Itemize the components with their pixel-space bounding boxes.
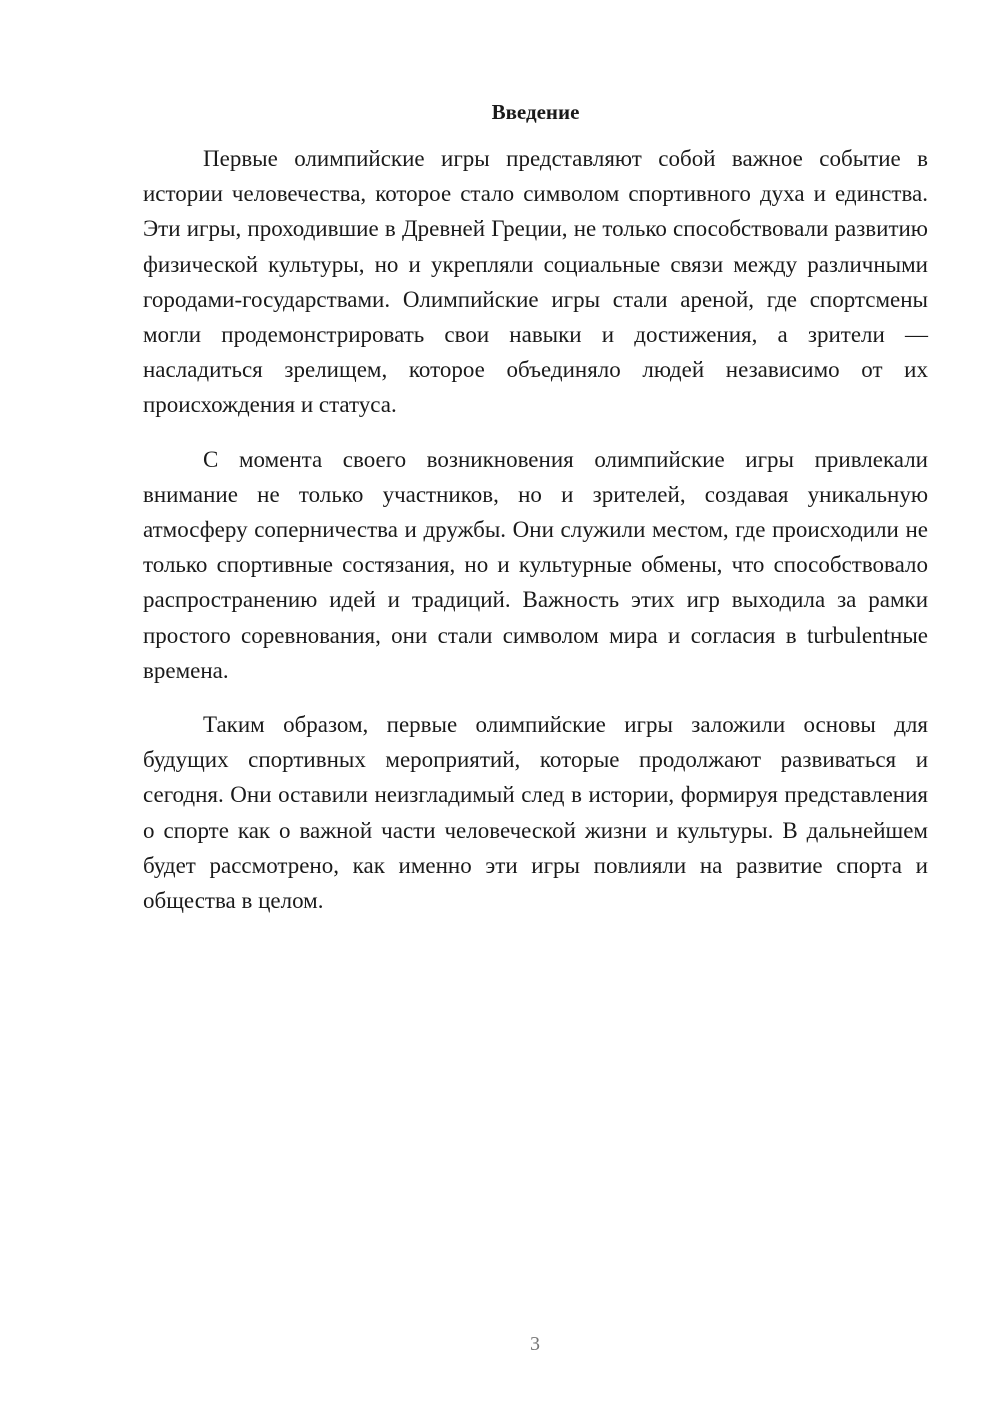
section-title: Введение <box>491 100 580 124</box>
paragraph: Таким образом, первые олимпийские игры заложили основы для будущих спортивных мероприятий, которые продолжают развиваться и сегодня. Они оставили неизгладимый след в истории, формируя представления о спорте как о важной части человеческой жизни и культуры. В дальнейшем будет рассмотрено, как именно эти игры повлияли на развитие спорта и общества в целом. <box>143 712 928 914</box>
page-number: 3 <box>530 1333 540 1355</box>
paragraph: С момента своего возникновения олимпийские игры привлекали внимание не только участников, но и зрителей, создавая уникальную атмосферу соперничества и дружбы. Они служили местом, где происходили не только спортивные состязания, но и культурные обмены, что способствовало распространению идей и традиций. Важность этих игр выходила за рамки простого соревнования, они стали символом мира и согласия в turbulentные времена. <box>143 446 928 683</box>
paragraph: Первые олимпийские игры представляют собой важное событие в истории человечества, которое стало символом спортивного духа и единства. Эти игры, проходившие в Древней Греции, не только способствовали развитию физической культуры, но и укрепляли социальные связи между различными городами-государствами. Олимпийские игры стали ареной, где спортсмены могли продемонстрировать свои навыки и достижения, а зрители — насладиться зрелищем, которое объединяло людей независимо от их происхождения и статуса. <box>143 146 928 418</box>
body-text <box>143 141 928 937</box>
